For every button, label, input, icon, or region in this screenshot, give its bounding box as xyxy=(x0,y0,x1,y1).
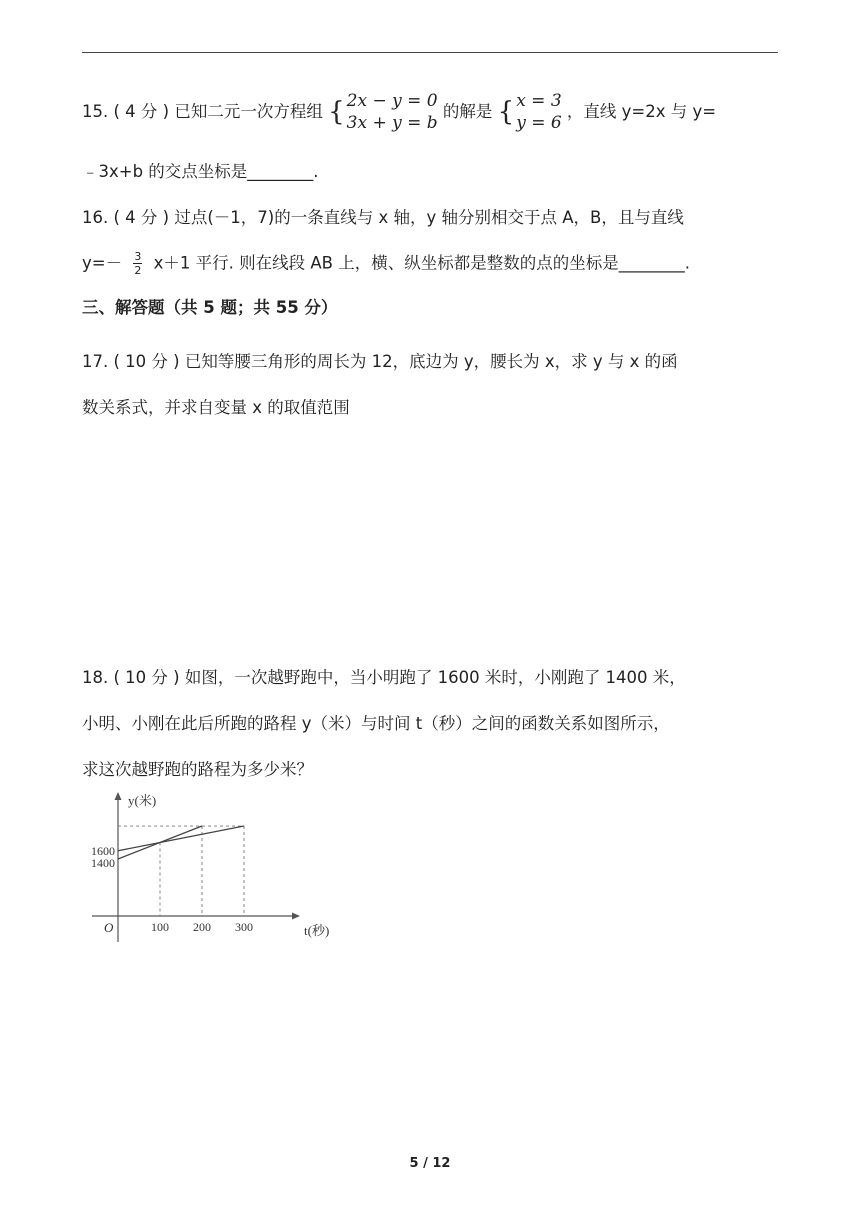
q18-line2: 小明、小刚在此后所跑的路程 y（米）与时间 t（秒）之间的函数关系如图所示， xyxy=(82,714,670,733)
origin-label: O xyxy=(104,920,114,935)
section-heading: 三、解答题（共 5 题；共 55 分） xyxy=(82,298,338,317)
y-tick-label: 1600 xyxy=(91,843,115,858)
q15-equation-2: 3x + y = b xyxy=(346,113,438,133)
x-axis-label: t(秒) xyxy=(304,923,330,938)
y-tick-label: 1400 xyxy=(91,856,115,870)
q18-line1: 18. ( 10 分 ) 如图，一次越野跑中，当小明跑了 1600 米时，小刚跑了 1400 米， xyxy=(82,668,686,687)
q15-equation-1: 2x − y = 0 xyxy=(346,91,438,111)
q15-line1 xyxy=(82,90,716,134)
header-rule xyxy=(82,52,778,53)
x-tick-label: 200 xyxy=(193,920,211,934)
q16-line2 xyxy=(82,250,690,277)
fraction xyxy=(133,250,142,277)
left-brace-icon: { xyxy=(328,97,345,127)
q15-equation-system xyxy=(328,90,438,134)
distance-time-graph xyxy=(78,790,338,950)
fraction-numerator: 3 xyxy=(134,250,142,263)
q17-line1: 17. ( 10 分 ) 已知等腰三角形的周长为 12，底边为 y，腰长为 x，求 y 与 x 的函 xyxy=(82,352,678,371)
left-brace-icon: { xyxy=(497,97,515,127)
x-axis-arrow-icon xyxy=(292,913,300,920)
y-axis-arrow-icon xyxy=(115,792,122,800)
q16-line2-pre: y=－ xyxy=(82,253,123,273)
q15-line2: ﹣3x+b 的交点坐标是________. xyxy=(82,162,319,181)
series-line xyxy=(118,826,244,851)
q17-line2: 数关系式，并求自变量 x 的取值范围 xyxy=(82,398,350,417)
q16-line2-post: x＋1 平行. 则在线段 AB 上，横、纵坐标都是整数的点的坐标是________. xyxy=(153,253,690,273)
q16-line1: 16. ( 4 分 ) 过点(－1，7)的一条直线与 x 轴，y 轴分别相交于点 A，B，且与直线 xyxy=(82,208,684,227)
fraction-denominator: 2 xyxy=(134,264,142,277)
q15-solution-system xyxy=(498,90,562,134)
q18-line3: 求这次越野跑的路程为多少米？ xyxy=(82,760,313,779)
q15-solution-y: y = 6 xyxy=(516,113,562,133)
q15-mid: 的解是 xyxy=(442,102,498,121)
q15-solution-x: x = 3 xyxy=(516,91,562,111)
y-axis-label: y(米) xyxy=(128,793,157,808)
x-tick-label: 100 xyxy=(151,920,169,934)
x-tick-label: 300 xyxy=(235,920,253,934)
q15-head: 15. ( 4 分 ) 已知二元一次方程组 xyxy=(82,102,329,121)
q15-tail: ，直线 y=2x 与 y= xyxy=(566,102,717,121)
page-number: 5 / 12 xyxy=(409,1156,451,1171)
